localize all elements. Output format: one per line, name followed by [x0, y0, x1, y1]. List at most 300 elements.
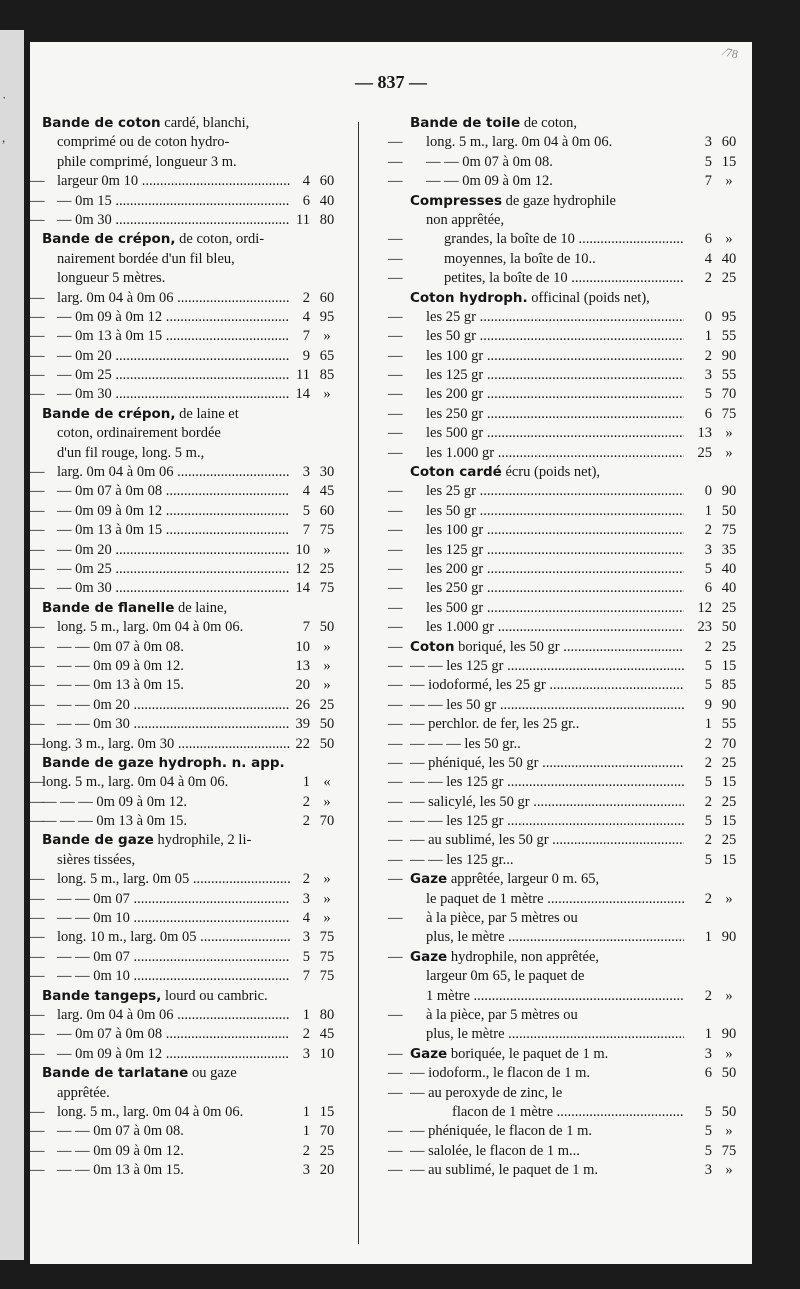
price-line — [30, 599, 352, 618]
price-francs: 2 — [704, 347, 712, 364]
price-francs: 5 — [704, 813, 712, 830]
item-description — [57, 928, 290, 947]
price-francs: 5 — [302, 502, 310, 519]
ditto-dash: — — [30, 541, 45, 558]
price-francs: 2 — [704, 754, 712, 771]
item-text: — — 0m 07 à 0m 08. — [426, 153, 553, 170]
item-text: — iodoform., le flacon de 1 m. — [410, 1065, 590, 1082]
price-centimes: » — [323, 890, 331, 907]
ditto-dash: — — [30, 367, 45, 384]
price-line — [30, 870, 352, 889]
item-text: 1 mètre — [426, 987, 470, 1004]
item-text: coton, ordinairement bordée — [57, 425, 221, 442]
price-francs: 2 — [704, 890, 712, 907]
price-line — [364, 793, 744, 812]
price-francs: 1 — [302, 774, 310, 791]
price-francs: 1 — [704, 502, 712, 519]
price-line — [364, 754, 744, 773]
item-description — [57, 870, 290, 889]
item-description — [426, 560, 684, 579]
item-text: les 1.000 gr — [426, 444, 495, 461]
item-text: — 0m 20 — [57, 541, 112, 558]
left-column — [30, 114, 352, 1180]
price-centimes: 75 — [721, 405, 737, 422]
price-francs: 11 — [296, 211, 310, 228]
price-line — [364, 928, 744, 947]
item-description — [57, 172, 290, 191]
item-text: long. 5 m., larg. 0m 04 à 0m 06. — [57, 1103, 244, 1120]
price-line — [364, 851, 744, 870]
ditto-dash: — — [30, 696, 45, 713]
ditto-dash: — — [388, 1084, 403, 1101]
ditto-dash: — — [30, 890, 45, 907]
price-centimes: 80 — [319, 1006, 335, 1023]
price-centimes: » — [323, 638, 331, 655]
item-description — [444, 230, 684, 249]
item-text: flacon de 1 mètre — [452, 1103, 554, 1120]
price-centimes: 50 — [319, 619, 335, 636]
price-line — [30, 308, 352, 327]
price-line — [364, 269, 744, 288]
price-centimes: 40 — [319, 192, 335, 209]
price-centimes: » — [323, 677, 331, 694]
price-centimes: 60 — [319, 173, 335, 190]
price-line — [30, 851, 352, 870]
item-text: — 0m 09 à 0m 12 — [57, 1045, 163, 1062]
item-text: — 0m 20 — [57, 347, 112, 364]
item-description — [410, 851, 684, 870]
item-description — [410, 1045, 684, 1064]
item-text: les 125 gr — [426, 541, 484, 558]
item-description — [42, 114, 290, 133]
price-centimes: 95 — [319, 308, 335, 325]
item-text: — — 0m 13 à 0m 15. — [57, 1162, 184, 1179]
price-centimes: 85 — [721, 677, 737, 694]
item-text: — — 0m 20 — [57, 696, 130, 713]
ditto-dash: — — [388, 638, 403, 655]
price-centimes: 60 — [319, 289, 335, 306]
item-description — [57, 444, 290, 463]
ditto-dash: — — [388, 134, 403, 151]
price-line — [364, 172, 744, 191]
item-text: — — — 0m 13 à 0m 15. — [42, 813, 187, 830]
price-centimes: 50 — [721, 1065, 737, 1082]
item-text: — au peroxyde de zinc, le — [410, 1084, 563, 1101]
price-line — [30, 967, 352, 986]
item-description — [57, 347, 290, 366]
price-centimes: 40 — [721, 250, 737, 267]
item-text: largeur 0m 65, le paquet de — [426, 968, 585, 985]
price-francs: 4 — [302, 173, 310, 190]
item-text: les 250 gr — [426, 580, 484, 597]
ditto-dash: — — [388, 696, 403, 713]
price-centimes: 25 — [721, 270, 737, 287]
price-francs: 6 — [704, 580, 712, 597]
price-centimes: » — [725, 1045, 733, 1062]
price-line — [30, 269, 352, 288]
price-line — [364, 870, 744, 889]
price-francs: 2 — [302, 813, 310, 830]
price-francs: 5 — [704, 1142, 712, 1159]
ditto-dash: — — [30, 774, 45, 791]
ditto-dash: — — [30, 677, 45, 694]
item-description — [57, 1161, 290, 1180]
price-francs: 11 — [296, 367, 310, 384]
item-description — [57, 1084, 290, 1103]
price-line — [364, 230, 744, 249]
price-centimes: » — [725, 425, 733, 442]
ditto-dash: — — [388, 871, 403, 888]
item-text: apprêtée. — [57, 1084, 110, 1101]
item-text: long. 5 m., larg. 0m 04 à 0m 06. — [42, 774, 229, 791]
price-centimes: 75 — [721, 1142, 737, 1159]
price-centimes: » — [725, 231, 733, 248]
item-description — [42, 812, 290, 831]
price-francs: 7 — [302, 522, 310, 539]
item-description — [426, 987, 684, 1006]
item-text: — 0m 15 — [57, 192, 112, 209]
price-francs: 1 — [704, 929, 712, 946]
item-text: moyennes, la boîte de 10.. — [444, 250, 596, 267]
price-francs: 2 — [704, 793, 712, 810]
price-line — [364, 1045, 744, 1064]
price-centimes: 75 — [721, 522, 737, 539]
item-text: — phéniquée, le flacon de 1 m. — [410, 1123, 592, 1140]
ditto-dash: — — [30, 929, 45, 946]
price-francs: 4 — [302, 483, 310, 500]
item-text: long. 5 m., larg. 0m 04 à 0m 06. — [426, 134, 613, 151]
price-centimes: 75 — [319, 929, 335, 946]
item-description — [426, 579, 684, 598]
price-francs: 14 — [295, 580, 310, 597]
right-column — [364, 114, 744, 1180]
price-line — [30, 192, 352, 211]
ditto-dash: — — [388, 657, 403, 674]
item-text: — — 0m 10 — [57, 910, 130, 927]
price-francs: 23 — [697, 619, 712, 636]
price-francs: 3 — [302, 464, 310, 481]
price-centimes: » — [323, 910, 331, 927]
item-text: — 0m 13 à 0m 15 — [57, 328, 163, 345]
price-centimes: 55 — [721, 367, 737, 384]
ditto-dash: — — [388, 173, 403, 190]
item-heading: Bande de crépon, — [42, 231, 176, 248]
price-line — [30, 793, 352, 812]
price-francs: 13 — [295, 657, 310, 674]
item-heading: Bande de tarlatane — [42, 1065, 189, 1082]
price-centimes: 65 — [319, 347, 335, 364]
price-centimes: 15 — [319, 1103, 335, 1120]
item-description — [426, 327, 684, 346]
price-francs: 1 — [704, 716, 712, 733]
item-description — [57, 308, 290, 327]
price-centimes: 60 — [721, 134, 737, 151]
price-francs: 7 — [704, 173, 712, 190]
price-line — [30, 1006, 352, 1025]
item-description — [57, 579, 290, 598]
price-centimes: 25 — [721, 832, 737, 849]
item-text: les 200 gr — [426, 560, 484, 577]
item-text: — — 0m 30 — [57, 716, 130, 733]
item-description — [426, 133, 684, 152]
item-heading: Bande de gaze hydroph. n. app. — [42, 754, 285, 771]
price-line — [364, 579, 744, 598]
price-line — [364, 890, 744, 909]
price-line — [364, 1084, 744, 1103]
item-text: nairement bordée d'un fil bleu, — [57, 250, 235, 267]
price-francs: 2 — [704, 522, 712, 539]
ditto-dash: — — [388, 793, 403, 810]
ditto-dash: — — [30, 1123, 45, 1140]
item-description — [57, 269, 290, 288]
price-line — [364, 366, 744, 385]
price-line — [30, 444, 352, 463]
ditto-dash: — — [388, 1065, 403, 1082]
price-francs: 39 — [295, 716, 310, 733]
item-description — [426, 482, 684, 501]
price-line — [30, 579, 352, 598]
price-line — [30, 638, 352, 657]
adjacent-page-edge — [0, 30, 24, 1260]
ditto-dash: — — [30, 192, 45, 209]
price-line — [30, 153, 352, 172]
price-line — [364, 560, 744, 579]
item-description — [426, 366, 684, 385]
price-line — [30, 1045, 352, 1064]
price-francs: 5 — [704, 560, 712, 577]
price-line — [364, 599, 744, 618]
item-heading: Bande de toile — [410, 115, 521, 131]
price-centimes: 25 — [721, 754, 737, 771]
item-text: grandes, la boîte de 10 — [444, 231, 575, 248]
price-line — [364, 1161, 744, 1180]
item-text: larg. 0m 04 à 0m 06 — [57, 464, 174, 481]
item-text: d'un fil rouge, long. 5 m., — [57, 444, 205, 461]
item-text: — au sublimé, le paquet de 1 m. — [410, 1162, 599, 1179]
item-description — [410, 773, 684, 792]
price-centimes: » — [323, 328, 331, 345]
item-description — [57, 211, 290, 230]
item-description — [42, 230, 290, 249]
item-text: larg. 0m 04 à 0m 06 — [57, 1006, 174, 1023]
item-description — [42, 405, 290, 424]
price-line — [30, 133, 352, 152]
item-text: non apprêtée, — [426, 211, 505, 228]
item-text: les 250 gr — [426, 405, 484, 422]
ditto-dash: — — [30, 813, 45, 830]
item-text: hydrophile, 2 li- — [153, 832, 252, 849]
price-line — [30, 289, 352, 308]
price-line — [30, 366, 352, 385]
price-line — [364, 482, 744, 501]
price-line — [30, 890, 352, 909]
item-description — [57, 851, 290, 870]
item-description — [57, 289, 290, 308]
item-text: les 50 gr — [426, 502, 476, 519]
price-centimes: 75 — [319, 522, 335, 539]
item-text: — 0m 30 — [57, 211, 112, 228]
price-line — [364, 502, 744, 521]
item-text: — 0m 07 à 0m 08 — [57, 483, 163, 500]
price-centimes: 85 — [319, 367, 335, 384]
item-text: — 0m 30 — [57, 386, 112, 403]
ditto-dash: — — [388, 386, 403, 403]
ditto-dash: — — [30, 968, 45, 985]
ditto-dash: — — [388, 754, 403, 771]
item-description — [426, 211, 684, 230]
price-centimes: 25 — [721, 599, 737, 616]
item-text: phile comprimé, longueur 3 m. — [57, 153, 237, 170]
price-centimes: 35 — [721, 541, 737, 558]
price-francs: 25 — [697, 444, 712, 461]
ditto-dash: — — [30, 735, 45, 752]
price-francs: 0 — [704, 483, 712, 500]
price-line — [364, 1103, 744, 1122]
item-description — [410, 870, 684, 889]
item-text: les 25 gr — [426, 308, 476, 325]
ditto-dash: — — [388, 580, 403, 597]
item-text: les 50 gr — [426, 328, 476, 345]
item-text: les 500 gr — [426, 425, 484, 442]
item-description — [57, 676, 290, 695]
item-text: les 100 gr — [426, 522, 484, 539]
price-francs: 5 — [704, 1103, 712, 1120]
ditto-dash: — — [30, 289, 45, 306]
ditto-dash: — — [388, 231, 403, 248]
price-francs: 3 — [302, 1162, 310, 1179]
price-centimes: 90 — [721, 483, 737, 500]
price-francs: 2 — [704, 638, 712, 655]
price-francs: 3 — [302, 890, 310, 907]
price-centimes: 15 — [721, 774, 737, 791]
item-heading: Bande tangeps, — [42, 987, 162, 1004]
item-description — [410, 696, 684, 715]
price-centimes: 75 — [319, 968, 335, 985]
item-text: comprimé ou de coton hydro- — [57, 134, 230, 151]
price-centimes: 40 — [721, 580, 737, 597]
price-centimes: 10 — [319, 1045, 335, 1062]
ditto-dash: — — [30, 871, 45, 888]
price-centimes: 70 — [721, 735, 737, 752]
item-text: long. 5 m., larg. 0m 05 — [57, 871, 190, 888]
item-description — [410, 1161, 684, 1180]
ditto-dash: — — [30, 483, 45, 500]
ditto-dash: — — [388, 1162, 403, 1179]
price-line — [364, 541, 744, 560]
price-francs: 4 — [704, 250, 712, 267]
price-francs: 4 — [302, 308, 310, 325]
price-francs: 14 — [295, 386, 310, 403]
item-description — [42, 735, 290, 754]
item-description — [57, 909, 290, 928]
price-line — [364, 1142, 744, 1161]
price-centimes: 25 — [721, 793, 737, 810]
ditto-dash: — — [30, 211, 45, 228]
price-francs: 2 — [704, 735, 712, 752]
price-francs: 6 — [704, 231, 712, 248]
item-description — [57, 1025, 290, 1044]
item-text: hydrophile, non apprêtée, — [447, 948, 600, 965]
item-text: officinal (poids net), — [527, 289, 650, 306]
price-centimes: 70 — [319, 1123, 335, 1140]
price-centimes: » — [323, 871, 331, 888]
item-description — [57, 1142, 290, 1161]
ditto-dash: — — [30, 173, 45, 190]
item-text: de coton, ordi- — [175, 231, 265, 248]
item-description — [57, 638, 290, 657]
price-centimes: » — [725, 987, 733, 1004]
price-line — [30, 1103, 352, 1122]
price-francs: 5 — [704, 153, 712, 170]
price-line — [364, 657, 744, 676]
item-text: les 500 gr — [426, 599, 484, 616]
ditto-dash: — — [30, 657, 45, 674]
price-line — [364, 114, 744, 133]
price-line — [30, 909, 352, 928]
item-text: plus, le mètre — [426, 929, 505, 946]
ditto-dash: — — [388, 270, 403, 287]
item-description — [426, 521, 684, 540]
item-description — [42, 599, 290, 618]
item-description — [410, 114, 684, 133]
price-line — [364, 676, 744, 695]
item-description — [410, 754, 684, 773]
price-francs: 6 — [704, 405, 712, 422]
item-description — [410, 715, 684, 734]
item-text: — — 0m 09 à 0m 12. — [57, 1142, 184, 1159]
price-line — [30, 754, 352, 773]
price-line — [364, 385, 744, 404]
price-centimes: 90 — [721, 347, 737, 364]
item-description — [426, 928, 684, 947]
price-centimes: 75 — [319, 948, 335, 965]
item-heading: Bande de coton — [42, 115, 161, 131]
item-description — [57, 1006, 290, 1025]
item-heading: Compresses — [410, 192, 502, 209]
item-text: — — 0m 09 à 0m 12. — [57, 657, 184, 674]
item-description — [57, 133, 290, 152]
ditto-dash: — — [30, 308, 45, 325]
price-centimes: 55 — [721, 328, 737, 345]
item-description — [57, 192, 290, 211]
price-francs: 4 — [302, 910, 310, 927]
price-francs: 20 — [295, 677, 310, 694]
item-text: — — les 125 gr — [410, 813, 504, 830]
price-line — [30, 541, 352, 560]
price-line — [364, 773, 744, 792]
price-francs: 5 — [704, 774, 712, 791]
price-francs: 5 — [704, 657, 712, 674]
ditto-dash: — — [388, 1123, 403, 1140]
item-description — [57, 715, 290, 734]
price-francs: 2 — [704, 832, 712, 849]
item-text: — — 0m 13 à 0m 15. — [57, 677, 184, 694]
item-heading: Bande de flanelle — [42, 599, 175, 616]
item-description — [57, 696, 290, 715]
price-line — [364, 521, 744, 540]
item-text: boriqué, les 50 gr — [454, 638, 560, 655]
item-text: ou gaze — [188, 1065, 237, 1082]
handwritten-corner-mark: ⁄78 — [722, 44, 740, 62]
item-heading: Bande de crépon, — [42, 405, 176, 422]
price-line — [364, 715, 744, 734]
price-francs: 9 — [704, 696, 712, 713]
item-text: — 0m 25 — [57, 560, 112, 577]
price-francs: 2 — [302, 1142, 310, 1159]
price-line — [364, 1025, 744, 1044]
price-centimes: 90 — [721, 929, 737, 946]
item-text: de coton, — [520, 115, 577, 131]
